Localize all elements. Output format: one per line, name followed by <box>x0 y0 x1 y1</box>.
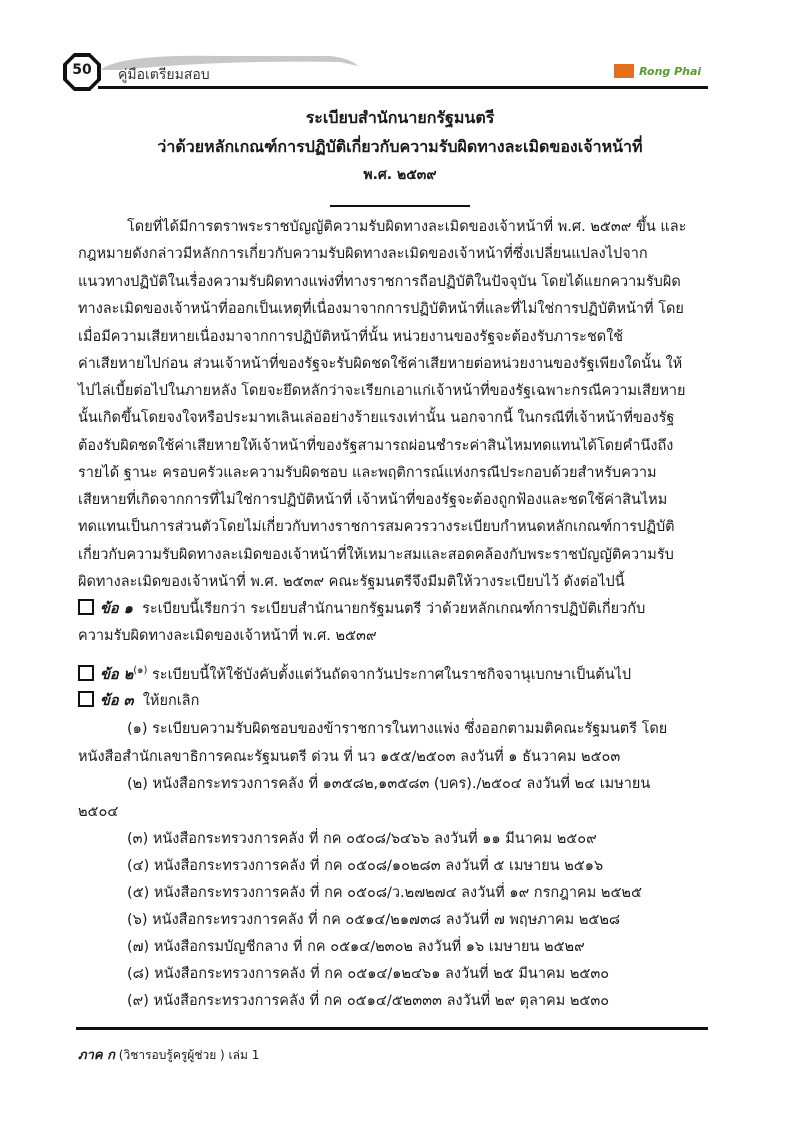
article-3 <box>78 691 199 711</box>
checkbox-square-icon <box>78 691 94 707</box>
preamble-line: ทางละเมิดของเจ้าหน้าที่ออกเป็นเหตุที่เนื่องมาจากการปฏิบัติหน้าที่และที่ไม่ใช่การปฏิบัติหน้าที่ โดย <box>78 301 684 317</box>
preamble-line: ค่าเสียหายไปก่อน ส่วนเจ้าหน้าที่ของรัฐจะรับผิดชดใช้ค่าเสียหายต่อหน่วยงานของรัฐเพียงใดนั้น ให้ <box>78 356 683 372</box>
repealed-item: (๗) หนังสือกรมบัญชีกลาง ที่ กค ๐๕๑๔/๒๓๐๒ ลงวันที่ ๑๖ เมษายน ๒๕๒๙ <box>127 939 585 955</box>
repealed-item: (๓) หนังสือกระทรวงการคลัง ที่ กค ๐๕๐๘/๖๔๖๖ ลงวันที่ ๑๑ มีนาคม ๒๕๐๙ <box>127 831 597 847</box>
preamble-line: นั้นเกิดขึ้นโดยจงใจหรือประมาทเลินเล่ออย่างร้ายแรงเท่านั้น นอกจากนี้ ในกรณีที่เจ้าหน้าที่ของรัฐ <box>78 410 675 426</box>
doc-title-line2: ว่าด้วยหลักเกณฑ์การปฏิบัติเกี่ยวกับความรับผิดทางละเมิดของเจ้าหน้าที่ <box>157 137 643 156</box>
preamble-line: เกี่ยวกับความรับผิดทางละเมิดของเจ้าหน้าที่ให้เหมาะสมและสอดคล้องกับพระราชบัญญัติความรับ <box>78 547 674 563</box>
preamble-line: กฎหมายดังกล่าวมีหลักการเกี่ยวกับความรับผิดทางละเมิดของเจ้าหน้าที่ซึ่งเปลี่ยนแปลงไปจาก <box>78 246 648 262</box>
logo <box>614 60 701 79</box>
article-text: ระเบียบนี้เรียกว่า ระเบียบสำนักนายกรัฐมนตรี ว่าด้วยหลักเกณฑ์การปฏิบัติเกี่ยวกับ <box>142 601 646 617</box>
article-label: ข้อ ๓ <box>100 693 134 709</box>
article-label: ข้อ ๒ <box>100 666 134 683</box>
repealed-item: (๘) หนังสือกระทรวงการคลัง ที่ กค ๐๕๑๔/๑๒๔๖๑ ลงวันที่ ๒๕ มีนาคม ๒๕๓๐ <box>127 966 610 982</box>
footer-part: ภาค ก <box>78 1048 115 1063</box>
preamble-line: ต้องรับผิดชดใช้ค่าเสียหายให้เจ้าหน้าที่ของรัฐสามารถผ่อนชำระค่าสินไหมทดแทนได้โดยคำนึงถึง <box>78 438 674 454</box>
header-rule <box>98 86 708 89</box>
preamble-line: ทดแทนเป็นการส่วนตัวโดยไม่เกี่ยวกับทางราชการสมควรวางระเบียบกำหนดหลักเกณฑ์การปฏิบัติ <box>78 519 675 535</box>
page-footer <box>78 1044 259 1065</box>
repealed-item-cont: ๒๕๐๔ <box>78 804 119 820</box>
title-divider <box>330 205 470 207</box>
article-1-cont: ความรับผิดทางละเมิดของเจ้าหน้าที่ พ.ศ. ๒๕๓๙ <box>78 628 377 644</box>
checkbox-square-icon <box>78 665 94 681</box>
repealed-item: (๙) หนังสือกระทรวงการคลัง ที่ กค ๐๕๑๔/๕๒๓๓๓ ลงวันที่ ๒๙ ตุลาคม ๒๕๓๐ <box>127 993 610 1009</box>
article-2 <box>78 661 631 685</box>
footnote-marker[interactable]: (๑) <box>133 665 148 676</box>
preamble-line: แนวทางปฏิบัติในเรื่องความรับผิดทางแพ่งที่ทางราชการถือปฏิบัติในปัจจุบัน โดยได้แยกความรับผิด <box>78 274 681 290</box>
doc-title-year: พ.ศ. ๒๕๓๙ <box>363 167 437 183</box>
preamble-line: ไปไล่เบี้ยต่อไปในภายหลัง โดยจะยึดหลักว่าจะเรียกเอาแก่เจ้าหน้าที่ของรัฐเฉพาะกรณีความเสียหาย <box>78 383 686 399</box>
footer-rule <box>76 1027 708 1030</box>
repealed-item: (๔) หนังสือกระทรวงการคลัง ที่ กค ๐๕๐๘/๑๐๒๘๓ ลงวันที่ ๕ เมษายน ๒๕๑๖ <box>127 858 604 874</box>
repealed-item-cont: หนังสือสำนักเลขาธิการคณะรัฐมนตรี ด่วน ที่ นว ๑๕๕/๒๕๐๓ ลงวันที่ ๑ ธันวาคม ๒๕๐๓ <box>78 749 621 765</box>
article-label: ข้อ ๑ <box>100 601 133 617</box>
doc-title-line1: ระเบียบสำนักนายกรัฐมนตรี <box>305 108 495 127</box>
preamble-line: รายได้ ฐานะ ครอบครัวและความรับผิดชอบ และพฤติการณ์แห่งกรณีประกอบด้วยสำหรับความ <box>78 465 657 481</box>
article-text: ระเบียบนี้ให้ใช้บังคับตั้งแต่วันถัดจากวันประกาศในราชกิจจานุเบกษาเป็นต้นไป <box>152 666 632 683</box>
checkbox-square-icon <box>78 599 94 615</box>
book-title: คู่มือเตรียมสอบ <box>118 67 210 83</box>
repealed-item: (๕) หนังสือกระทรวงการคลัง ที่ กค ๐๕๐๘/ว.๒๗๒๗๔ ลงวันที่ ๑๙ กรกฎาคม ๒๕๒๕ <box>127 885 642 901</box>
logo-text: Rong Phai <box>639 65 702 78</box>
preamble-line: ผิดทางละเมิดของเจ้าหน้าที่ พ.ศ. ๒๕๓๙ คณะรัฐมนตรีจึงมีมติให้วางระเบียบไว้ ดังต่อไปนี้ <box>78 574 625 590</box>
logo-mark-icon <box>614 64 634 78</box>
repealed-item: (๒) หนังสือกระทรวงการคลัง ที่ ๑๓๕๘๒,๑๓๕๘๓ (บคร)./๒๕๐๔ ลงวันที่ ๒๔ เมษายน <box>127 776 651 792</box>
preamble-line: โดยที่ได้มีการตราพระราชบัญญัติความรับผิดทางละเมิดของเจ้าหน้าที่ พ.ศ. ๒๕๓๙ ขึ้น และ <box>127 219 687 235</box>
preamble-line: เมื่อมีความเสียหายเนื่องมาจากการปฏิบัติหน้าที่นั้น หน่วยงานของรัฐจะต้องรับภาระชดใช้ <box>78 329 624 345</box>
article-text: ให้ยกเลิก <box>142 693 200 709</box>
preamble-line: เสียหายที่เกิดจากการที่ไม่ใช่การปฏิบัติหน้าที่ เจ้าหน้าที่ของรัฐจะต้องถูกฟ้องและชดใช้ค่าสินไหม <box>78 492 668 508</box>
page-number: 50 <box>72 62 92 78</box>
repealed-item: (๖) หนังสือกระทรวงการคลัง ที่ กค ๐๕๑๔/๒๑๗๓๘ ลงวันที่ ๗ พฤษภาคม ๒๕๒๘ <box>127 912 621 928</box>
footer-subtitle: (วิชารอบรู้ครูผู้ช่วย ) เล่ม 1 <box>118 1048 260 1062</box>
repealed-item: (๑) ระเบียบความรับผิดชอบของข้าราชการในทางแพ่ง ซึ่งออกตามมติคณะรัฐมนตรี โดย <box>127 721 668 737</box>
article-1 <box>78 599 645 619</box>
